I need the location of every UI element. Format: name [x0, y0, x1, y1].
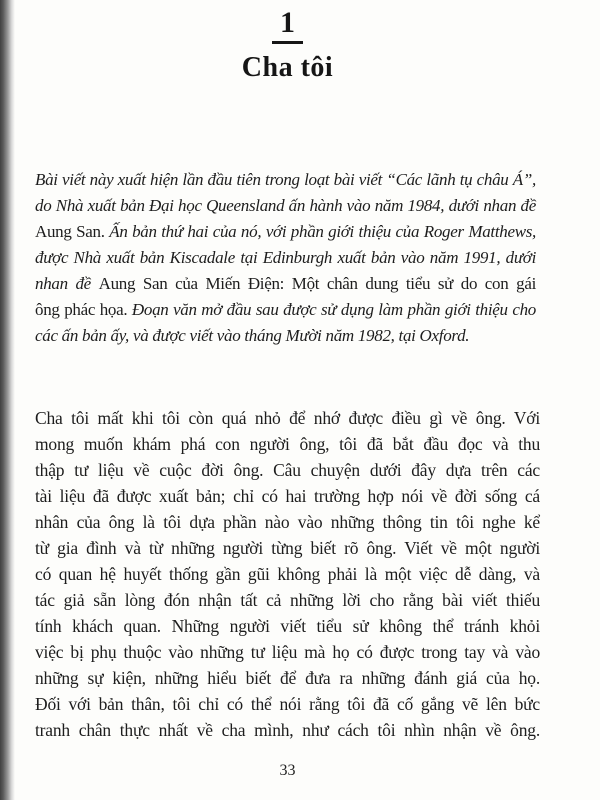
text-line	[35, 561, 540, 587]
text-line	[35, 245, 536, 271]
text-line	[35, 431, 540, 457]
text-line	[35, 457, 540, 483]
text-line	[35, 271, 536, 297]
text-run-plain: tác giả sẵn lòng đón nhận tất cả những lời cho rằng bài viết thiếu	[35, 590, 540, 610]
text-run-roman: Aung San của Miến Điện: Một chân dung tiểu sử do con gái	[98, 274, 536, 293]
text-run-roman: Aung San.	[35, 222, 110, 241]
text-run-plain: thập tư liệu về cuộc đời ông. Câu chuyện dưới đây dựa trên các	[35, 460, 540, 480]
text-run-plain: Cha tôi mất khi tôi còn quá nhỏ để nhớ được điều gì về ông. Với	[35, 408, 540, 428]
text-line	[35, 193, 536, 219]
text-run-italic: các ấn bản ấy, và được viết vào tháng Mười năm 1982, tại Oxford.	[35, 326, 470, 345]
text-line	[35, 167, 536, 193]
text-line	[35, 219, 536, 245]
text-run-italic: được Nhà xuất bản Kiscadale tại Edinburgh xuất bản vào năm 1991, dưới	[35, 248, 536, 267]
chapter-number: 1	[272, 6, 303, 44]
text-line	[35, 405, 540, 431]
text-line	[35, 717, 540, 743]
text-run-roman: ông phác họa.	[35, 300, 132, 319]
text-line	[35, 613, 540, 639]
body-paragraph	[35, 405, 540, 743]
text-run-plain: Đối với bản thân, tôi chỉ có thể nói rằng tôi đã cố gắng vẽ lên bức	[35, 694, 540, 714]
page-number: 33	[279, 762, 296, 779]
text-line	[35, 297, 536, 323]
text-run-plain: những sự kiện, những hiểu biết để đưa ra những đánh giá của họ.	[35, 668, 540, 688]
text-run-italic: Ấn bản thứ hai của nó, với phần giới thiệu của Roger Matthews,	[109, 222, 536, 241]
text-line	[35, 587, 540, 613]
text-run-plain: có quan hệ huyết thống gần gũi không phải là một việc dễ dàng, và	[35, 564, 540, 584]
text-run-plain: tài liệu đã được xuất bản; chỉ có hai trường hợp nói về đời sống cá	[35, 486, 540, 506]
text-line	[35, 509, 540, 535]
text-run-plain: mong muốn khám phá con người ông, tôi đã bắt đầu đọc và thu	[35, 434, 540, 454]
text-run-italic: nhan đề	[35, 274, 99, 293]
scan-edge-shadow	[0, 0, 15, 800]
text-run-italic: Bài viết này xuất hiện lần đầu tiên trong loạt bài viết “Các lãnh tụ châu Á”,	[35, 170, 536, 189]
text-run-plain: tính khách quan. Những người viết tiểu sử không thể tránh khỏi	[35, 616, 540, 636]
text-run-plain: từ gia đình và từ những người từng biết rõ ông. Viết về một người	[35, 538, 540, 558]
text-run-plain: việc bị phụ thuộc vào những tư liệu mà họ có được trong tay và vào	[35, 642, 540, 662]
chapter-title: Cha tôi	[241, 52, 334, 83]
text-run-italic: do Nhà xuất bản Đại học Queensland ấn hành vào năm 1984, dưới nhan đề	[35, 196, 536, 215]
text-line	[35, 691, 540, 717]
text-run-plain: tranh chân thực nhất về cha mình, như cách tôi nhìn nhận về ông.	[35, 720, 540, 740]
chapter-header	[35, 6, 540, 84]
text-line	[35, 639, 540, 665]
text-line	[35, 535, 540, 561]
text-run-plain: nhân của ông là tôi dựa phần nào vào những thông tin tôi nghe kể	[35, 512, 540, 532]
intro-paragraph	[35, 167, 536, 349]
text-line	[35, 323, 536, 349]
text-line	[35, 483, 540, 509]
text-run-italic: Đoạn văn mở đầu sau được sử dụng làm phần giới thiệu cho	[131, 300, 537, 319]
text-line	[35, 665, 540, 691]
